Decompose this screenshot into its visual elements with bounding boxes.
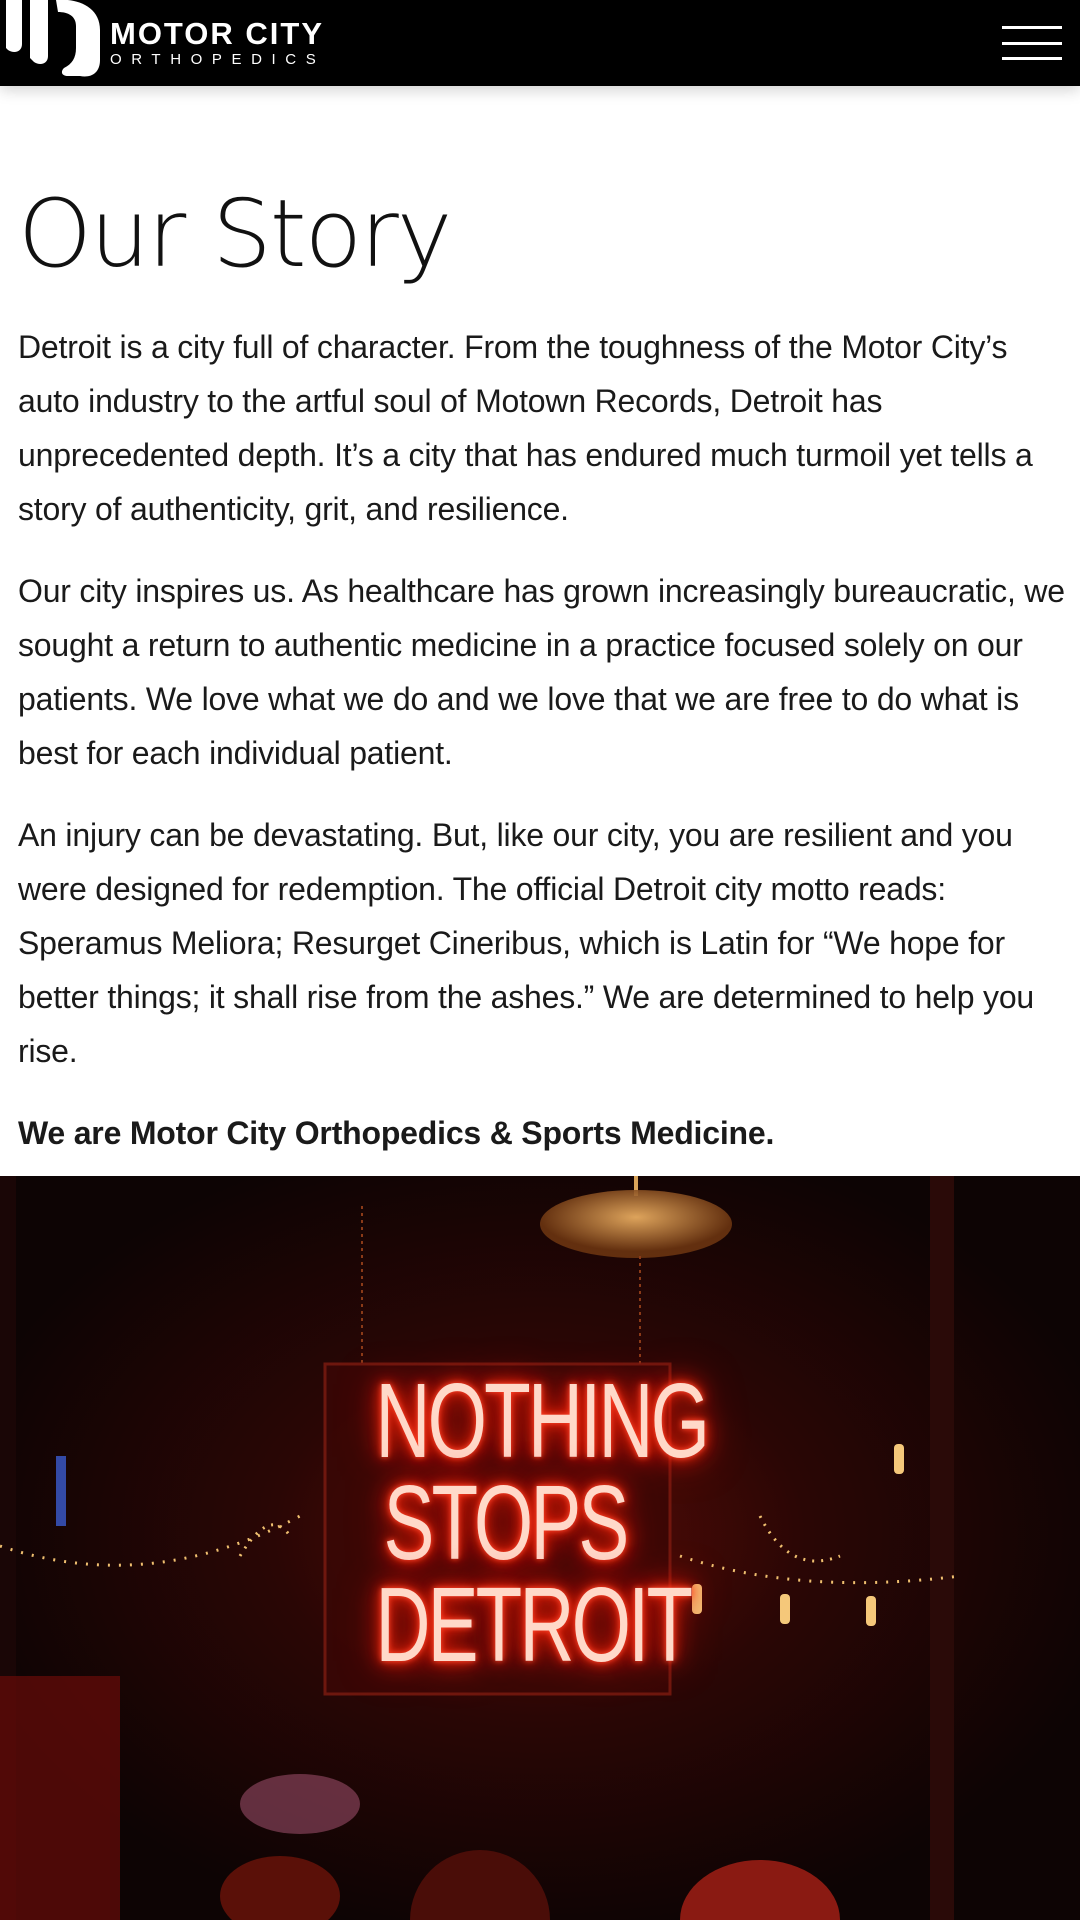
neon-line: STOPS — [383, 1464, 627, 1582]
story-section — [18, 180, 1068, 1160]
brand-wordmark — [110, 15, 326, 69]
story-paragraph: Our city inspires us. As healthcare has grown increasingly bureaucratic, we sought a return to authentic medicine in a practice focused solely on our patients. We love what we do and we love that we are free to do what is best for each individual patient. — [18, 573, 1065, 771]
story-paragraph: An injury can be devastating. But, like our city, you are resilient and you were designed for redemption. The official Detroit city motto reads: Speramus Meliora; Resurget Cineribus, which is Latin for “We hope for better things; it shall rise from the ashes.” We are determined to help you rise. — [18, 817, 1035, 1069]
brand-subtitle: ORTHOPEDICS — [110, 50, 326, 68]
neon-line: NOTHING — [375, 1362, 708, 1480]
brand-logo[interactable] — [0, 0, 325, 86]
page-title: Our Story — [18, 180, 451, 289]
story-paragraph: Detroit is a city full of character. From the toughness of the Motor City’s auto industry to the artful soul of Motown Records, Detroit has unprecedented depth. It’s a city that has endured much turmoil yet tells a story of authenticity, grit, and resilience. — [18, 329, 1033, 527]
menu-bar — [1002, 42, 1062, 45]
hamburger-menu-icon[interactable] — [1002, 23, 1062, 63]
closing-statement: We are Motor City Orthopedics & Sports Medicine. — [18, 1115, 775, 1151]
menu-bar — [1002, 26, 1062, 29]
menu-bar — [1002, 57, 1062, 60]
m-logo-icon — [0, 0, 104, 86]
site-header — [0, 0, 1080, 86]
neon-line: DETROIT — [375, 1566, 691, 1684]
brand-name: MOTOR CITY — [110, 15, 325, 51]
neon-sign-text — [375, 1362, 708, 1684]
